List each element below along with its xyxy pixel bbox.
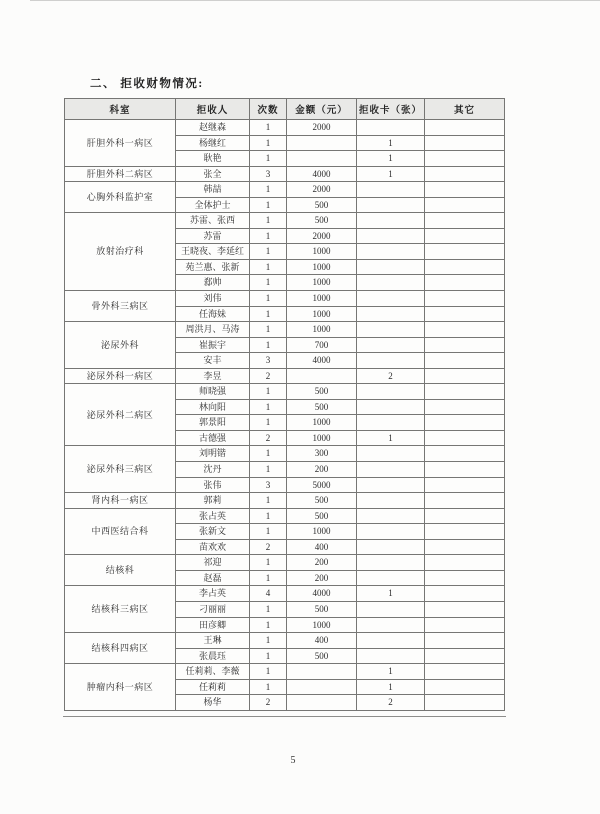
department-cell: 中西医结合科	[65, 508, 176, 555]
other-cell	[425, 244, 505, 260]
amount-cell: 4000	[287, 586, 357, 602]
other-cell	[425, 664, 505, 680]
other-cell	[425, 524, 505, 540]
other-cell	[425, 399, 505, 415]
other-cell	[425, 197, 505, 213]
name-cell: 任莉莉、李薇	[176, 664, 250, 680]
cards-cell	[357, 446, 425, 462]
other-cell	[425, 135, 505, 151]
cards-cell	[357, 322, 425, 338]
name-cell: 赵继森	[176, 120, 250, 136]
other-cell	[425, 539, 505, 555]
amount-cell: 1000	[287, 244, 357, 260]
cards-cell	[357, 120, 425, 136]
other-cell	[425, 446, 505, 462]
name-cell: 杨华	[176, 695, 250, 711]
times-cell: 1	[250, 291, 287, 307]
name-cell: 苏雷	[176, 228, 250, 244]
times-cell: 1	[250, 415, 287, 431]
table-row	[65, 633, 505, 649]
times-cell: 1	[250, 322, 287, 338]
name-cell: 任海妹	[176, 306, 250, 322]
column-header-amount: 金额（元）	[287, 99, 357, 120]
cards-cell: 1	[357, 166, 425, 182]
other-cell	[425, 633, 505, 649]
table-row	[65, 508, 505, 524]
amount-cell: 700	[287, 337, 357, 353]
other-cell	[425, 415, 505, 431]
cards-cell	[357, 493, 425, 509]
amount-cell: 500	[287, 601, 357, 617]
department-cell: 肾内科一病区	[65, 493, 176, 509]
times-cell: 1	[250, 399, 287, 415]
cards-cell	[357, 337, 425, 353]
table-bottom-scan-line	[63, 716, 506, 717]
other-cell	[425, 555, 505, 571]
amount-cell: 1000	[287, 430, 357, 446]
cards-cell	[357, 601, 425, 617]
times-cell: 2	[250, 368, 287, 384]
column-header-other: 其它	[425, 99, 505, 120]
table-row	[65, 555, 505, 571]
name-cell: 沈丹	[176, 462, 250, 478]
times-cell: 1	[250, 648, 287, 664]
table-row	[65, 291, 505, 307]
other-cell	[425, 353, 505, 369]
times-cell: 3	[250, 477, 287, 493]
name-cell: 周洪月、马涛	[176, 322, 250, 338]
cards-cell	[357, 291, 425, 307]
name-cell: 刘伟	[176, 291, 250, 307]
name-cell: 林向阳	[176, 399, 250, 415]
column-header-times: 次数	[250, 99, 287, 120]
name-cell: 张晨珏	[176, 648, 250, 664]
times-cell: 1	[250, 555, 287, 571]
other-cell	[425, 617, 505, 633]
times-cell: 1	[250, 508, 287, 524]
other-cell	[425, 275, 505, 291]
cards-cell	[357, 508, 425, 524]
cards-cell	[357, 275, 425, 291]
table-row	[65, 213, 505, 229]
name-cell: 安丰	[176, 353, 250, 369]
amount-cell: 500	[287, 384, 357, 400]
other-cell	[425, 166, 505, 182]
times-cell: 1	[250, 679, 287, 695]
times-cell: 3	[250, 353, 287, 369]
other-cell	[425, 120, 505, 136]
name-cell: 苑兰惠、张新	[176, 259, 250, 275]
name-cell: 赵磊	[176, 570, 250, 586]
times-cell: 1	[250, 120, 287, 136]
department-cell: 泌尿外科一病区	[65, 368, 176, 384]
other-cell	[425, 337, 505, 353]
other-cell	[425, 322, 505, 338]
name-cell: 任莉莉	[176, 679, 250, 695]
name-cell: 崔振宇	[176, 337, 250, 353]
table-row	[65, 384, 505, 400]
amount-cell: 5000	[287, 477, 357, 493]
name-cell: 刘明锴	[176, 446, 250, 462]
other-cell	[425, 368, 505, 384]
department-cell: 结核科三病区	[65, 586, 176, 633]
times-cell: 1	[250, 244, 287, 260]
amount-cell: 1000	[287, 291, 357, 307]
name-cell: 郭景阳	[176, 415, 250, 431]
name-cell: 耿艳	[176, 151, 250, 167]
amount-cell: 1000	[287, 524, 357, 540]
times-cell: 1	[250, 151, 287, 167]
cards-cell	[357, 570, 425, 586]
name-cell: 郭莉	[176, 493, 250, 509]
times-cell: 1	[250, 462, 287, 478]
times-cell: 1	[250, 384, 287, 400]
amount-cell: 4000	[287, 166, 357, 182]
amount-cell: 500	[287, 213, 357, 229]
other-cell	[425, 586, 505, 602]
other-cell	[425, 430, 505, 446]
name-cell: 韩喆	[176, 182, 250, 198]
times-cell: 1	[250, 135, 287, 151]
times-cell: 2	[250, 430, 287, 446]
refusal-table-body	[65, 120, 505, 711]
name-cell: 田彦卿	[176, 617, 250, 633]
department-cell: 肝胆外科一病区	[65, 120, 176, 167]
name-cell: 郄帅	[176, 275, 250, 291]
other-cell	[425, 151, 505, 167]
cards-cell: 1	[357, 586, 425, 602]
times-cell: 3	[250, 166, 287, 182]
times-cell: 1	[250, 524, 287, 540]
times-cell: 1	[250, 446, 287, 462]
other-cell	[425, 291, 505, 307]
amount-cell: 500	[287, 508, 357, 524]
amount-cell: 2000	[287, 120, 357, 136]
cards-cell	[357, 555, 425, 571]
cards-cell: 1	[357, 135, 425, 151]
amount-cell: 1000	[287, 306, 357, 322]
amount-cell: 1000	[287, 415, 357, 431]
cards-cell: 1	[357, 430, 425, 446]
name-cell: 李占英	[176, 586, 250, 602]
name-cell: 张新文	[176, 524, 250, 540]
cards-cell	[357, 259, 425, 275]
column-header-refuser: 拒收人	[176, 99, 250, 120]
other-cell	[425, 601, 505, 617]
section-title: 二、 拒收财物情况:	[90, 78, 204, 90]
cards-cell	[357, 462, 425, 478]
times-cell: 1	[250, 213, 287, 229]
refusal-table	[64, 98, 505, 711]
amount-cell: 500	[287, 493, 357, 509]
table-row	[65, 446, 505, 462]
amount-cell: 4000	[287, 353, 357, 369]
department-cell: 心胸外科监护室	[65, 182, 176, 213]
department-cell: 泌尿外科二病区	[65, 384, 176, 446]
amount-cell: 1000	[287, 275, 357, 291]
amount-cell: 1000	[287, 617, 357, 633]
amount-cell: 1000	[287, 259, 357, 275]
cards-cell	[357, 353, 425, 369]
name-cell: 杨继红	[176, 135, 250, 151]
table-row	[65, 664, 505, 680]
other-cell	[425, 182, 505, 198]
amount-cell: 500	[287, 399, 357, 415]
amount-cell: 500	[287, 197, 357, 213]
other-cell	[425, 384, 505, 400]
amount-cell: 400	[287, 633, 357, 649]
times-cell: 1	[250, 182, 287, 198]
name-cell: 张伟	[176, 477, 250, 493]
cards-cell	[357, 244, 425, 260]
table-header-row	[65, 99, 505, 120]
cards-cell	[357, 539, 425, 555]
amount-cell: 300	[287, 446, 357, 462]
other-cell	[425, 477, 505, 493]
cards-cell	[357, 477, 425, 493]
other-cell	[425, 306, 505, 322]
other-cell	[425, 695, 505, 711]
times-cell: 1	[250, 617, 287, 633]
cards-cell: 2	[357, 368, 425, 384]
cards-cell	[357, 306, 425, 322]
table-row	[65, 493, 505, 509]
page-number: 5	[290, 755, 296, 766]
cards-cell: 1	[357, 679, 425, 695]
cards-cell	[357, 648, 425, 664]
department-cell: 泌尿外科三病区	[65, 446, 176, 493]
cards-cell	[357, 415, 425, 431]
name-cell: 刁丽丽	[176, 601, 250, 617]
other-cell	[425, 648, 505, 664]
times-cell: 1	[250, 306, 287, 322]
name-cell: 张占英	[176, 508, 250, 524]
cards-cell	[357, 197, 425, 213]
cards-cell: 1	[357, 664, 425, 680]
other-cell	[425, 213, 505, 229]
cards-cell	[357, 228, 425, 244]
other-cell	[425, 679, 505, 695]
amount-cell: 200	[287, 570, 357, 586]
name-cell: 李昱	[176, 368, 250, 384]
times-cell: 1	[250, 493, 287, 509]
name-cell: 祁迎	[176, 555, 250, 571]
name-cell: 苏雷、张西	[176, 213, 250, 229]
other-cell	[425, 228, 505, 244]
table-row	[65, 368, 505, 384]
amount-cell: 500	[287, 648, 357, 664]
department-cell: 肿瘤内科一病区	[65, 664, 176, 711]
amount-cell: 2000	[287, 182, 357, 198]
table-row	[65, 586, 505, 602]
name-cell: 师晓强	[176, 384, 250, 400]
department-cell: 结核科四病区	[65, 633, 176, 664]
column-header-department: 科室	[65, 99, 176, 120]
amount-cell	[287, 151, 357, 167]
other-cell	[425, 570, 505, 586]
times-cell: 1	[250, 601, 287, 617]
times-cell: 1	[250, 228, 287, 244]
times-cell: 2	[250, 539, 287, 555]
name-cell: 苗欢欢	[176, 539, 250, 555]
amount-cell: 400	[287, 539, 357, 555]
cards-cell	[357, 399, 425, 415]
amount-cell: 2000	[287, 228, 357, 244]
cards-cell: 2	[357, 695, 425, 711]
column-header-cards: 拒收卡（张）	[357, 99, 425, 120]
amount-cell	[287, 135, 357, 151]
cards-cell	[357, 524, 425, 540]
department-cell: 结核科	[65, 555, 176, 586]
table-row	[65, 322, 505, 338]
other-cell	[425, 493, 505, 509]
department-cell: 泌尿外科	[65, 322, 176, 369]
cards-cell	[357, 617, 425, 633]
department-cell: 肝胆外科二病区	[65, 166, 176, 182]
amount-cell	[287, 695, 357, 711]
times-cell: 1	[250, 337, 287, 353]
name-cell: 全体护士	[176, 197, 250, 213]
cards-cell	[357, 384, 425, 400]
amount-cell	[287, 664, 357, 680]
other-cell	[425, 508, 505, 524]
times-cell: 1	[250, 570, 287, 586]
name-cell: 张全	[176, 166, 250, 182]
name-cell: 王琳	[176, 633, 250, 649]
table-row	[65, 120, 505, 136]
other-cell	[425, 462, 505, 478]
department-cell: 骨外科三病区	[65, 291, 176, 322]
cards-cell	[357, 213, 425, 229]
name-cell: 古德强	[176, 430, 250, 446]
times-cell: 1	[250, 275, 287, 291]
times-cell: 1	[250, 664, 287, 680]
cards-cell	[357, 182, 425, 198]
table-row	[65, 182, 505, 198]
cards-cell	[357, 633, 425, 649]
amount-cell: 200	[287, 462, 357, 478]
times-cell: 1	[250, 197, 287, 213]
name-cell: 王晓夜、李延红	[176, 244, 250, 260]
times-cell: 1	[250, 633, 287, 649]
cards-cell: 1	[357, 151, 425, 167]
amount-cell: 200	[287, 555, 357, 571]
times-cell: 1	[250, 259, 287, 275]
amount-cell	[287, 679, 357, 695]
amount-cell	[287, 368, 357, 384]
other-cell	[425, 259, 505, 275]
amount-cell: 1000	[287, 322, 357, 338]
scan-edge-artifact	[30, 0, 600, 1]
times-cell: 4	[250, 586, 287, 602]
table-row	[65, 166, 505, 182]
department-cell: 放射治疗科	[65, 213, 176, 291]
times-cell: 2	[250, 695, 287, 711]
